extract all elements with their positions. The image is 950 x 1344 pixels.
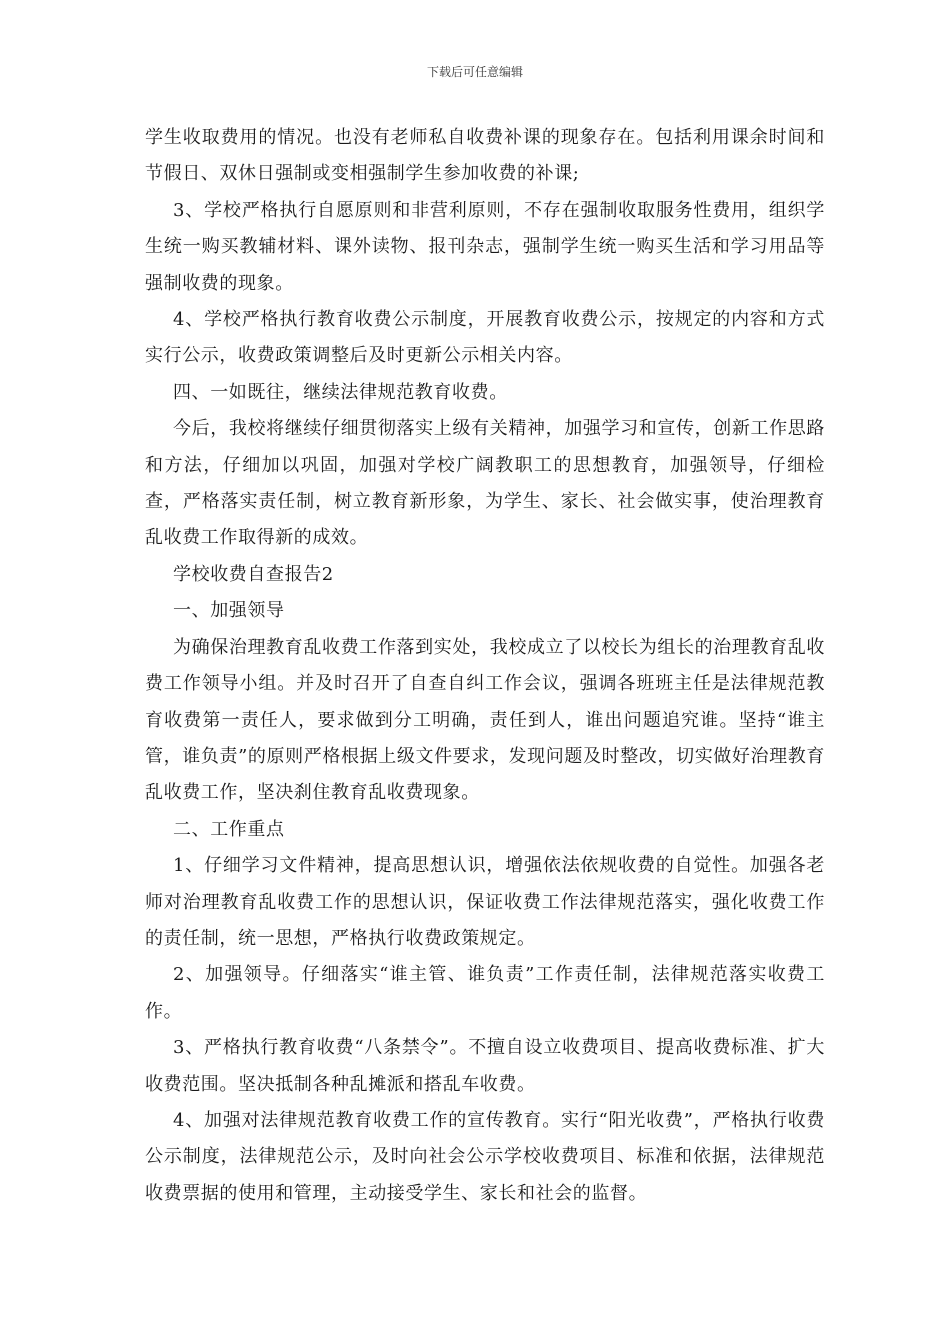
section-heading: 二、工作重点 xyxy=(173,818,285,840)
paragraph: 2、加强领导。仔细落实“谁主管、谁负责”工作责任制，法律规范落实收费工作。 xyxy=(145,964,825,1022)
paragraph: 4、加强对法律规范教育收费工作的宣传教育。实行“阳光收费”，严格执行收费公示制度，法律规范公示，及时向社会公示学校收费项目、标准和依据，法律规范收费票据的使用和管理，主动接受学生、家长和社会的监督。 xyxy=(145,1109,825,1204)
document-body xyxy=(145,120,825,1212)
paragraph: 今后，我校将继续仔细贯彻落实上级有关精神，加强学习和宣传，创新工作思路和方法，仔细加以巩固，加强对学校广阔教职工的思想教育，加强领导，仔细检查，严格落实责任制，树立教育新形象，为学生、家长、社会做实事，使治理教育乱收费工作取得新的成效。 xyxy=(145,418,825,549)
paragraph: 4、学校严格执行教育收费公示制度，开展教育收费公示，按规定的内容和方式实行公示，收费政策调整后及时更新公示相关内容。 xyxy=(145,309,825,367)
section-heading: 四、一如既往，继续法律规范教育收费。 xyxy=(173,381,508,403)
paragraph: 3、学校严格执行自愿原则和非营利原则，不存在强制收取服务性费用，组织学生统一购买教辅材料、课外读物、报刊杂志，强制学生统一购买生活和学习用品等强制收费的现象。 xyxy=(145,199,825,294)
paragraph: 学生收取费用的情况。也没有老师私自收费补课的现象存在。包括利用课余时间和节假日、双休日强制或变相强制学生参加收费的补课; xyxy=(145,127,825,185)
report-title: 学校收费自查报告2 xyxy=(173,563,334,585)
paragraph: 1、仔细学习文件精神，提高思想认识，增强依法依规收费的自觉性。加强各老师对治理教育乱收费工作的思想认识，保证收费工作法律规范落实，强化收费工作的责任制，统一思想，严格执行收费政策规定。 xyxy=(145,855,825,949)
paragraph: 3、严格执行教育收费“八条禁令”。不擅自设立收费项目、提高收费标准、扩大收费范围。坚决抵制各种乱摊派和搭乱车收费。 xyxy=(145,1037,825,1095)
page-header: 下载后可任意编辑 xyxy=(426,65,523,79)
section-heading: 一、加强领导 xyxy=(173,600,285,622)
paragraph: 为确保治理教育乱收费工作落到实处，我校成立了以校长为组长的治理教育乱收费工作领导小组。并及时召开了自查自纠工作会议，强调各班班主任是法律规范教育收费第一责任人，要求做到分工明确，责任到人，谁出问题追究谁。坚持“谁主管，谁负责”的原则严格根据上级文件要求，发现问题及时整改，切实做好治理教育乱收费工作，坚决刹住教育乱收费现象。 xyxy=(145,636,825,804)
